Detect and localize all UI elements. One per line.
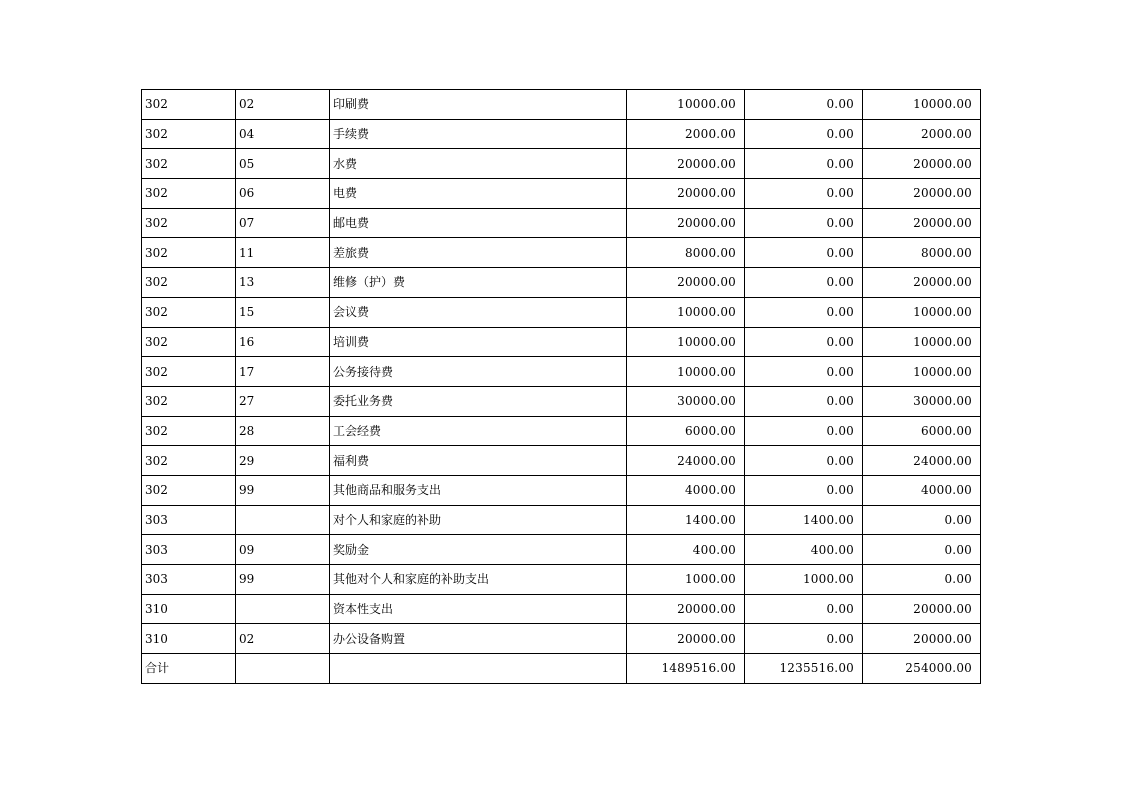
class-code-cell: 302 (142, 327, 236, 357)
project-amount-cell: 24000.00 (863, 446, 981, 476)
total-amount-cell: 400.00 (627, 535, 745, 565)
item-code-cell: 29 (236, 446, 330, 476)
totals-row (142, 654, 981, 684)
item-code-cell: 13 (236, 268, 330, 298)
project-amount-cell: 20000.00 (863, 208, 981, 238)
class-code-cell: 303 (142, 565, 236, 595)
project-amount-cell: 6000.00 (863, 416, 981, 446)
project-amount-cell: 0.00 (863, 535, 981, 565)
basic-amount-cell: 0.00 (745, 624, 863, 654)
basic-amount-cell: 0.00 (745, 149, 863, 179)
basic-amount-cell: 0.00 (745, 327, 863, 357)
table-row (142, 268, 981, 298)
class-code-cell: 302 (142, 208, 236, 238)
table-row (142, 594, 981, 624)
table-row (142, 624, 981, 654)
total-amount-cell: 2000.00 (627, 119, 745, 149)
class-code-cell: 310 (142, 594, 236, 624)
expense-name-cell: 培训费 (330, 327, 627, 357)
item-code-cell: 04 (236, 119, 330, 149)
total-amount-cell: 20000.00 (627, 179, 745, 209)
totals-item-cell (236, 654, 330, 684)
basic-amount-cell: 0.00 (745, 208, 863, 238)
project-amount-cell: 10000.00 (863, 90, 981, 120)
basic-amount-cell: 0.00 (745, 297, 863, 327)
expense-name-cell: 其他对个人和家庭的补助支出 (330, 565, 627, 595)
basic-amount-cell: 0.00 (745, 90, 863, 120)
basic-amount-cell: 0.00 (745, 179, 863, 209)
totals-total-amount: 1489516.00 (627, 654, 745, 684)
table-row (142, 535, 981, 565)
table-row (142, 416, 981, 446)
item-code-cell: 16 (236, 327, 330, 357)
table-row (142, 208, 981, 238)
expense-name-cell: 差旅费 (330, 238, 627, 268)
total-amount-cell: 10000.00 (627, 90, 745, 120)
project-amount-cell: 4000.00 (863, 475, 981, 505)
item-code-cell: 07 (236, 208, 330, 238)
project-amount-cell: 20000.00 (863, 268, 981, 298)
basic-amount-cell: 0.00 (745, 238, 863, 268)
item-code-cell: 02 (236, 624, 330, 654)
item-code-cell: 17 (236, 357, 330, 387)
item-code-cell: 06 (236, 179, 330, 209)
item-code-cell: 15 (236, 297, 330, 327)
item-code-cell (236, 505, 330, 535)
class-code-cell: 302 (142, 179, 236, 209)
class-code-cell: 302 (142, 149, 236, 179)
total-amount-cell: 1000.00 (627, 565, 745, 595)
total-amount-cell: 20000.00 (627, 208, 745, 238)
basic-amount-cell: 0.00 (745, 386, 863, 416)
table-row (142, 327, 981, 357)
expense-name-cell: 奖励金 (330, 535, 627, 565)
class-code-cell: 303 (142, 505, 236, 535)
class-code-cell: 302 (142, 446, 236, 476)
expense-name-cell: 水费 (330, 149, 627, 179)
item-code-cell (236, 594, 330, 624)
basic-amount-cell: 400.00 (745, 535, 863, 565)
total-amount-cell: 10000.00 (627, 297, 745, 327)
item-code-cell: 99 (236, 475, 330, 505)
class-code-cell: 302 (142, 357, 236, 387)
expense-name-cell: 会议费 (330, 297, 627, 327)
item-code-cell: 11 (236, 238, 330, 268)
total-amount-cell: 6000.00 (627, 416, 745, 446)
item-code-cell: 02 (236, 90, 330, 120)
project-amount-cell: 10000.00 (863, 357, 981, 387)
basic-amount-cell: 1000.00 (745, 565, 863, 595)
basic-amount-cell: 1400.00 (745, 505, 863, 535)
totals-label: 合计 (142, 654, 236, 684)
expense-name-cell: 印刷费 (330, 90, 627, 120)
table-row (142, 475, 981, 505)
expense-name-cell: 公务接待费 (330, 357, 627, 387)
expense-name-cell: 福利费 (330, 446, 627, 476)
table-row (142, 149, 981, 179)
item-code-cell: 28 (236, 416, 330, 446)
total-amount-cell: 20000.00 (627, 624, 745, 654)
project-amount-cell: 20000.00 (863, 149, 981, 179)
total-amount-cell: 24000.00 (627, 446, 745, 476)
totals-project-amount: 254000.00 (863, 654, 981, 684)
total-amount-cell: 1400.00 (627, 505, 745, 535)
table-row (142, 505, 981, 535)
totals-basic-amount: 1235516.00 (745, 654, 863, 684)
total-amount-cell: 30000.00 (627, 386, 745, 416)
class-code-cell: 302 (142, 386, 236, 416)
class-code-cell: 302 (142, 475, 236, 505)
expense-name-cell: 维修（护）费 (330, 268, 627, 298)
total-amount-cell: 20000.00 (627, 268, 745, 298)
basic-amount-cell: 0.00 (745, 357, 863, 387)
project-amount-cell: 0.00 (863, 505, 981, 535)
class-code-cell: 302 (142, 238, 236, 268)
total-amount-cell: 4000.00 (627, 475, 745, 505)
expense-name-cell: 办公设备购置 (330, 624, 627, 654)
class-code-cell: 302 (142, 90, 236, 120)
table-row (142, 90, 981, 120)
item-code-cell: 99 (236, 565, 330, 595)
expense-name-cell: 手续费 (330, 119, 627, 149)
table-row (142, 386, 981, 416)
class-code-cell: 302 (142, 416, 236, 446)
expense-name-cell: 工会经费 (330, 416, 627, 446)
class-code-cell: 302 (142, 297, 236, 327)
table-row (142, 119, 981, 149)
table-row (142, 238, 981, 268)
project-amount-cell: 20000.00 (863, 179, 981, 209)
basic-amount-cell: 0.00 (745, 119, 863, 149)
total-amount-cell: 8000.00 (627, 238, 745, 268)
project-amount-cell: 20000.00 (863, 594, 981, 624)
expense-name-cell: 委托业务费 (330, 386, 627, 416)
item-code-cell: 09 (236, 535, 330, 565)
basic-amount-cell: 0.00 (745, 594, 863, 624)
table-row (142, 297, 981, 327)
project-amount-cell: 10000.00 (863, 327, 981, 357)
project-amount-cell: 20000.00 (863, 624, 981, 654)
basic-amount-cell: 0.00 (745, 475, 863, 505)
total-amount-cell: 10000.00 (627, 327, 745, 357)
table-body (142, 90, 981, 684)
expense-name-cell: 其他商品和服务支出 (330, 475, 627, 505)
basic-amount-cell: 0.00 (745, 416, 863, 446)
expense-name-cell: 邮电费 (330, 208, 627, 238)
table-row (142, 446, 981, 476)
project-amount-cell: 8000.00 (863, 238, 981, 268)
expense-name-cell: 电费 (330, 179, 627, 209)
total-amount-cell: 20000.00 (627, 149, 745, 179)
class-code-cell: 302 (142, 268, 236, 298)
item-code-cell: 27 (236, 386, 330, 416)
totals-name-cell (330, 654, 627, 684)
expense-name-cell: 资本性支出 (330, 594, 627, 624)
table-row (142, 357, 981, 387)
project-amount-cell: 10000.00 (863, 297, 981, 327)
class-code-cell: 302 (142, 119, 236, 149)
project-amount-cell: 0.00 (863, 565, 981, 595)
class-code-cell: 310 (142, 624, 236, 654)
project-amount-cell: 2000.00 (863, 119, 981, 149)
basic-amount-cell: 0.00 (745, 268, 863, 298)
expense-name-cell: 对个人和家庭的补助 (330, 505, 627, 535)
table-row (142, 179, 981, 209)
basic-amount-cell: 0.00 (745, 446, 863, 476)
class-code-cell: 303 (142, 535, 236, 565)
project-amount-cell: 30000.00 (863, 386, 981, 416)
item-code-cell: 05 (236, 149, 330, 179)
table-row (142, 565, 981, 595)
total-amount-cell: 20000.00 (627, 594, 745, 624)
expenditure-table (141, 89, 981, 684)
total-amount-cell: 10000.00 (627, 357, 745, 387)
